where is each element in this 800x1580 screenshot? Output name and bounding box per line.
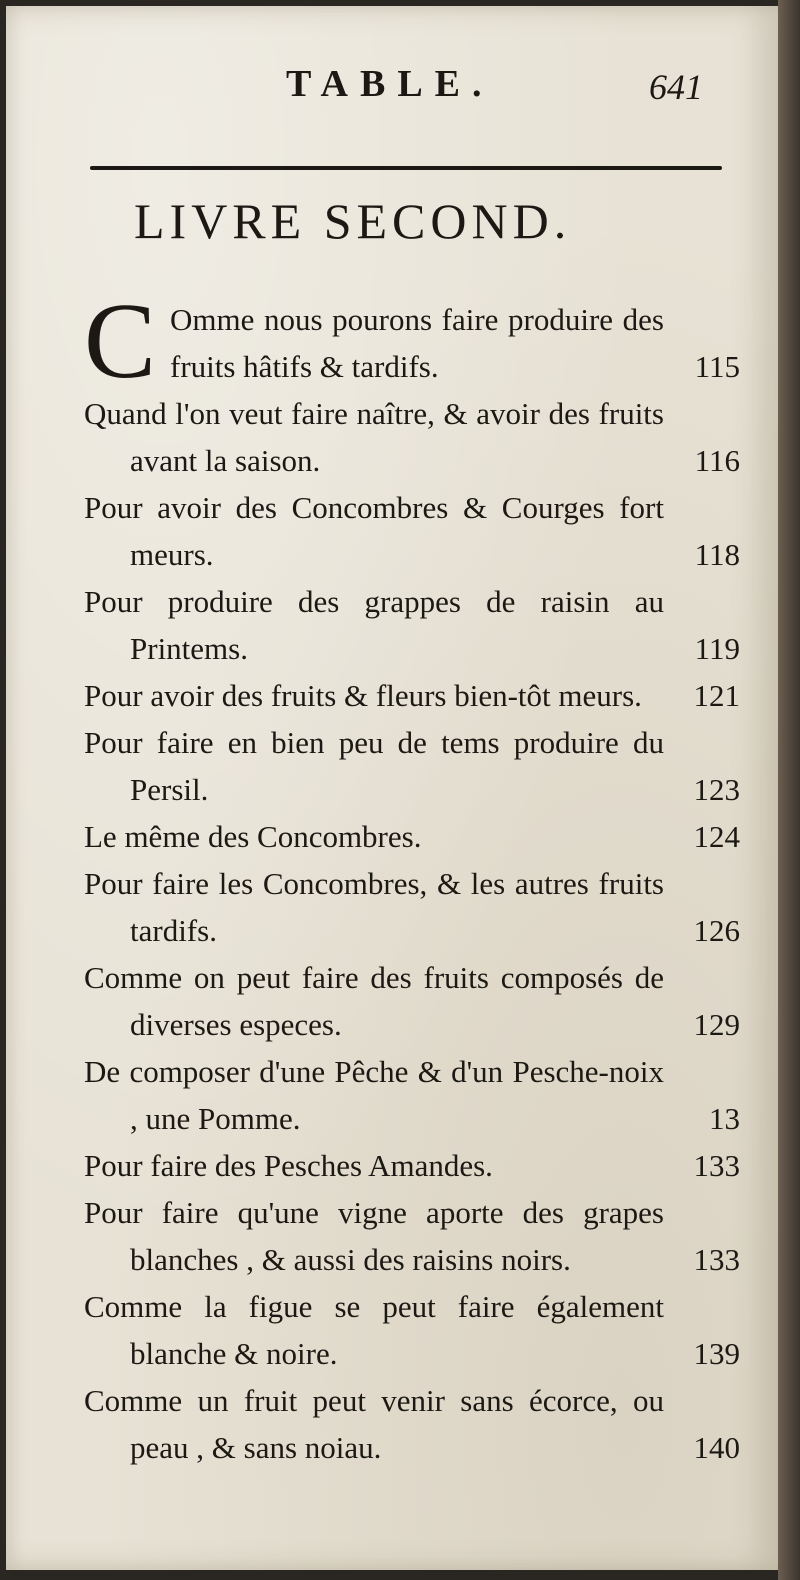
header-rule xyxy=(90,166,722,170)
entry-page: 13 xyxy=(709,1101,740,1136)
entry-text: Le même des Concombres. xyxy=(84,819,422,854)
entry-text: Quand l'on veut faire naître, & avoir des fruits avant la saison. xyxy=(84,396,664,478)
toc-entry xyxy=(84,390,740,484)
toc-entry xyxy=(84,282,740,401)
entry-page: 119 xyxy=(694,631,740,666)
toc-entry xyxy=(84,860,740,954)
book-heading: LIVRE SECOND. xyxy=(134,193,572,249)
toc-entry xyxy=(84,719,740,813)
entry-text: Pour produire des grappes de raisin au Printems. xyxy=(84,584,664,666)
entry-page: 116 xyxy=(694,443,740,478)
entry-text: Pour faire des Pesches Amandes. xyxy=(84,1148,493,1183)
entry-text: Comme la figue se peut faire également blanche & noire. xyxy=(84,1289,664,1371)
toc-entry xyxy=(84,484,740,578)
entry-text: Omme nous pourons faire produire des fruits hâtifs & tardifs. xyxy=(170,302,664,384)
page-number: 641 xyxy=(649,67,703,107)
toc-entry xyxy=(84,1142,740,1189)
entry-page: 140 xyxy=(693,1430,740,1465)
entry-text: Comme un fruit peut venir sans écorce, ou peau , & sans noiau. xyxy=(84,1383,664,1465)
table-of-contents xyxy=(84,282,740,1471)
toc-entry xyxy=(84,813,740,860)
toc-entry xyxy=(84,1189,740,1283)
toc-entry xyxy=(84,954,740,1048)
book-fore-edge xyxy=(778,0,800,1580)
toc-entry xyxy=(84,1048,740,1142)
entry-page: 139 xyxy=(693,1336,740,1371)
entry-text: Pour faire les Concombres, & les autres fruits tardifs. xyxy=(84,866,664,948)
entry-text: De composer d'une Pêche & d'un Pesche-noix , une Pomme. xyxy=(84,1054,664,1136)
toc-entry xyxy=(84,672,740,719)
book-page xyxy=(6,6,778,1570)
running-head-title: TABLE. xyxy=(286,63,494,105)
toc-entry xyxy=(84,1283,740,1377)
entry-text: Pour avoir des fruits & fleurs bien-tôt meurs. xyxy=(84,678,642,713)
entry-text: Pour faire qu'une vigne aporte des grapes blanches , & aussi des raisins noirs. xyxy=(84,1195,664,1277)
entry-page: 124 xyxy=(693,819,740,854)
entry-page: 118 xyxy=(694,537,740,572)
entry-text: Pour faire en bien peu de tems produire du Persil. xyxy=(84,725,664,807)
toc-entry xyxy=(84,578,740,672)
entry-page: 133 xyxy=(693,1148,740,1183)
entry-text: Comme on peut faire des fruits composés de diverses especes. xyxy=(84,960,664,1042)
entry-page: 123 xyxy=(693,772,740,807)
drop-cap: C xyxy=(84,282,157,401)
running-head xyxy=(6,62,778,122)
toc-entry xyxy=(84,1377,740,1471)
entry-page: 133 xyxy=(693,1242,740,1277)
entry-page: 115 xyxy=(694,349,740,384)
entry-page: 121 xyxy=(693,678,740,713)
entry-page: 129 xyxy=(693,1007,740,1042)
entry-page: 126 xyxy=(693,913,740,948)
entry-text: Pour avoir des Concombres & Courges fort meurs. xyxy=(84,490,664,572)
